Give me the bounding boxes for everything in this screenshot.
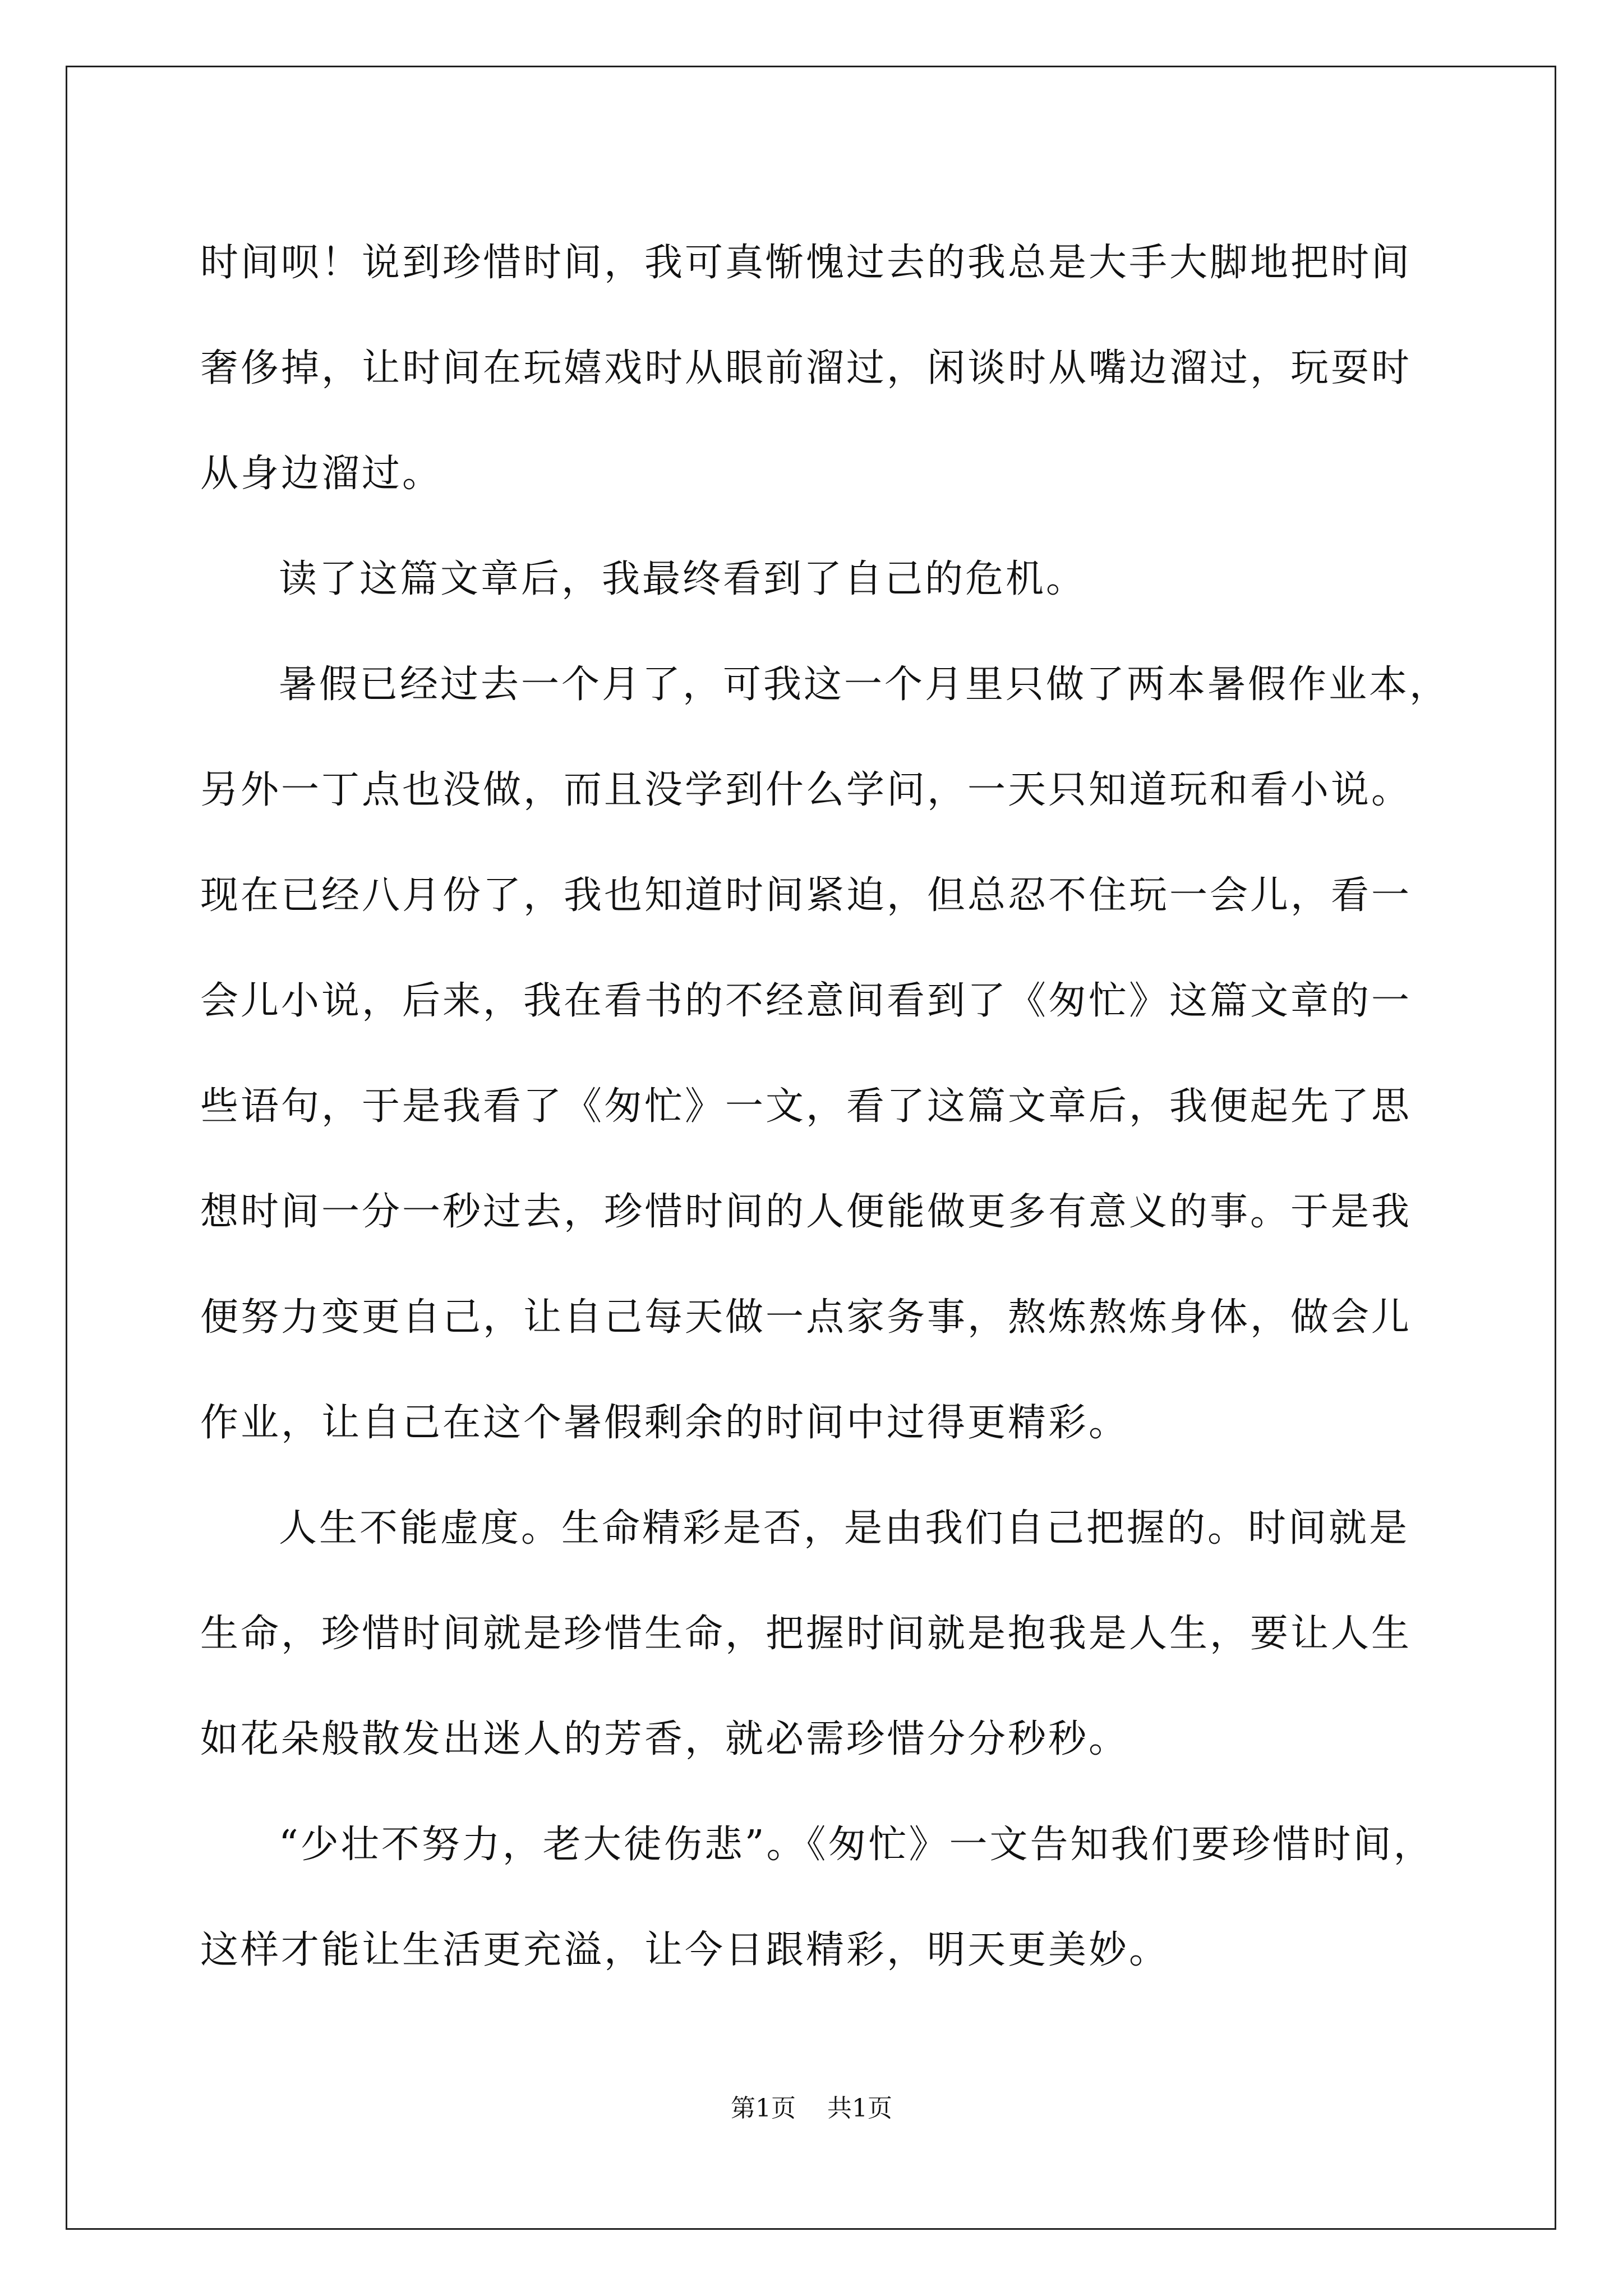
page-footer: [0, 2088, 1623, 2124]
paragraph-start-line: 读了这篇文章后，我最终看到了自己的危机。: [279, 557, 1087, 601]
text-line: 些语句，于是我看了《匆忙》一文，看了这篇文章后，我便起先了思: [200, 1084, 1412, 1129]
page-number: 第1页: [731, 2094, 796, 2123]
text-line: 时间呗！说到珍惜时间，我可真惭愧过去的我总是大手大脚地把时间: [200, 241, 1412, 285]
text-line: 现在已经八月份了，我也知道时间紧迫，但总忍不住玩一会儿，看一: [200, 873, 1412, 918]
text-line: 会儿小说，后来，我在看书的不经意间看到了《匆忙》这篇文章的一: [200, 979, 1412, 1023]
text-line: 另外一丁点也没做，而且没学到什么学问，一天只知道玩和看小说。: [200, 768, 1412, 812]
text-line: 便努力变更自己，让自己每天做一点家务事，熬炼熬炼身体，做会儿: [200, 1295, 1412, 1340]
document-body: [200, 210, 1450, 2003]
paragraph-start-line: 人生不能虚度。生命精彩是否，是由我们自己把握的。时间就是: [279, 1506, 1410, 1550]
text-line: 如花朵般散发出迷人的芳香，就必需珍惜分分秒秒。: [200, 1717, 1129, 1761]
text-line: 奢侈掉，让时间在玩嬉戏时从眼前溜过，闲谈时从嘴边溜过，玩耍时: [200, 346, 1412, 390]
text-line: 作业，让自己在这个暑假剩余的时间中过得更精彩。: [200, 1401, 1129, 1445]
text-line: 从身边溜过。: [200, 452, 443, 496]
paragraph-start-line: 暑假已经过去一个月了，可我这一个月里只做了两本暑假作业本，: [279, 662, 1450, 707]
text-line: 生命，珍惜时间就是珍惜生命，把握时间就是抱我是人生，要让人生: [200, 1612, 1412, 1656]
text-line: 想时间一分一秒过去，珍惜时间的人便能做更多有意义的事。于是我: [200, 1190, 1412, 1234]
text-line: 这样才能让生活更充溢，让今日跟精彩，明天更美妙。: [200, 1928, 1170, 1972]
paragraph-start-line: “少壮不努力，老大徒伤悲”。《匆忙》一文告知我们要珍惜时间，: [279, 1823, 1434, 1867]
page-total: 共1页: [827, 2094, 892, 2123]
